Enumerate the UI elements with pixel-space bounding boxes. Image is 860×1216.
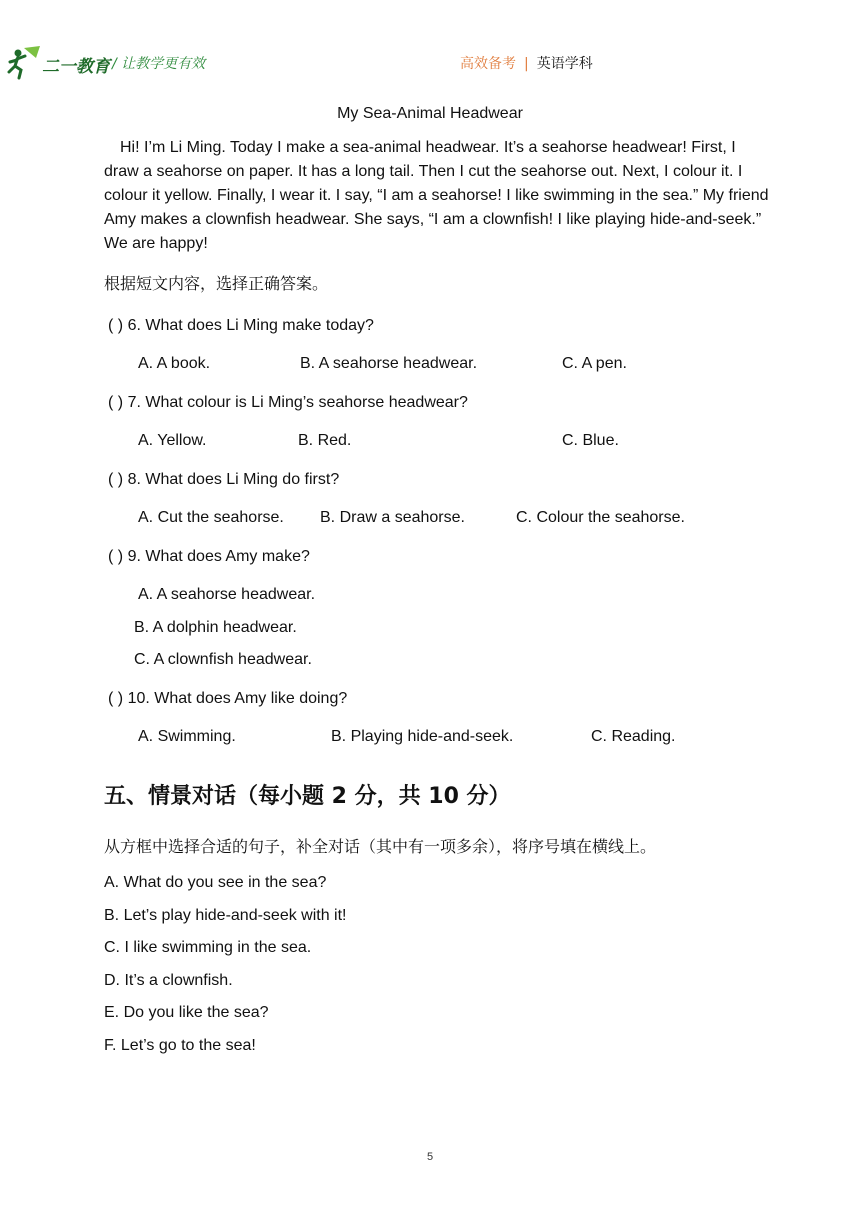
slogan-text: 让教学更有效 xyxy=(121,56,206,72)
q7-option-c: C. Blue. xyxy=(562,432,619,449)
answer-paren: ( ) xyxy=(108,394,124,411)
q7-option-a: A. Yellow. xyxy=(138,432,207,449)
q9-option-a: A. A seahorse headwear. xyxy=(138,586,316,603)
q8-option-b: B. Draw a seahorse. xyxy=(320,509,465,526)
q8-option-c: C. Colour the seahorse. xyxy=(516,509,685,526)
q10-option-b: B. Playing hide-and-seek. xyxy=(331,728,514,745)
brand-logo xyxy=(6,44,126,80)
question-9 xyxy=(108,547,310,567)
reading-instruction: 根据短文内容，选择正确答案。 xyxy=(104,274,329,293)
page-number: 5 xyxy=(426,1151,434,1163)
q9-option-c: C. A clownfish headwear. xyxy=(134,651,312,668)
choice-a: A. What do you see in the sea? xyxy=(104,874,327,891)
question-text: 6. What does Li Ming make today? xyxy=(127,317,374,334)
section-heading: 五、情景对话（每小题 2 分，共 10 分） xyxy=(104,784,511,809)
choice-e: E. Do you like the sea? xyxy=(104,1004,269,1021)
header-subject xyxy=(460,53,593,73)
q10-option-c: C. Reading. xyxy=(591,728,676,745)
choice-c: C. I like swimming in the sea. xyxy=(104,939,312,956)
answer-paren: ( ) xyxy=(108,317,124,334)
runner-icon xyxy=(6,44,42,80)
passage-text: Hi! I’m Li Ming. Today I make a sea-animal headwear. It’s a seahorse headwear! First, I draw a seahorse on paper. It has a long tail. Then I cut the seahorse out. Next, I colour it. I colour it yellow. Finally, I wear it. I say, “I am a seahorse! I like swimming in the sea.” My friend Amy makes a clownfish headwear. She says, “I am a clownfish! I like playing hide-and-seek.” We are happy! xyxy=(104,139,769,252)
q8-option-a: A. Cut the seahorse. xyxy=(138,509,284,526)
question-text: 9. What does Amy make? xyxy=(127,548,310,565)
slogan: / 让教学更有效 xyxy=(112,56,206,72)
dialogue-instruction: 从方框中选择合适的句子，补全对话（其中有一项多余），将序号填在横线上。 xyxy=(104,837,657,856)
passage-title: My Sea-Animal Headwear xyxy=(337,105,523,122)
header-separator: | xyxy=(524,56,529,72)
q6-option-a: A. A book. xyxy=(138,355,211,372)
question-10 xyxy=(108,689,347,709)
question-8 xyxy=(108,470,339,490)
q6-option-c: C. A pen. xyxy=(562,355,627,372)
answer-paren: ( ) xyxy=(108,548,124,565)
question-7 xyxy=(108,393,468,413)
answer-paren: ( ) xyxy=(108,690,124,707)
answer-paren: ( ) xyxy=(108,471,124,488)
q9-option-b: B. A dolphin headwear. xyxy=(134,619,297,636)
choice-d: D. It’s a clownfish. xyxy=(104,972,233,989)
passage-body xyxy=(104,136,774,256)
choice-b: B. Let’s play hide-and-seek with it! xyxy=(104,907,347,924)
header-exam-label: 高效备考 xyxy=(460,56,516,72)
q6-option-b: B. A seahorse headwear. xyxy=(300,355,478,372)
header-subject-label: 英语学科 xyxy=(536,56,593,72)
question-text: 8. What does Li Ming do first? xyxy=(127,471,340,488)
question-text: 7. What colour is Li Ming’s seahorse headwear? xyxy=(127,394,468,411)
q10-option-a: A. Swimming. xyxy=(138,728,236,745)
question-text: 10. What does Amy like doing? xyxy=(127,690,348,707)
question-6 xyxy=(108,316,374,336)
q7-option-b: B. Red. xyxy=(298,432,352,449)
logo-text: 二一教育 xyxy=(42,57,110,77)
choice-f: F. Let’s go to the sea! xyxy=(104,1037,256,1054)
